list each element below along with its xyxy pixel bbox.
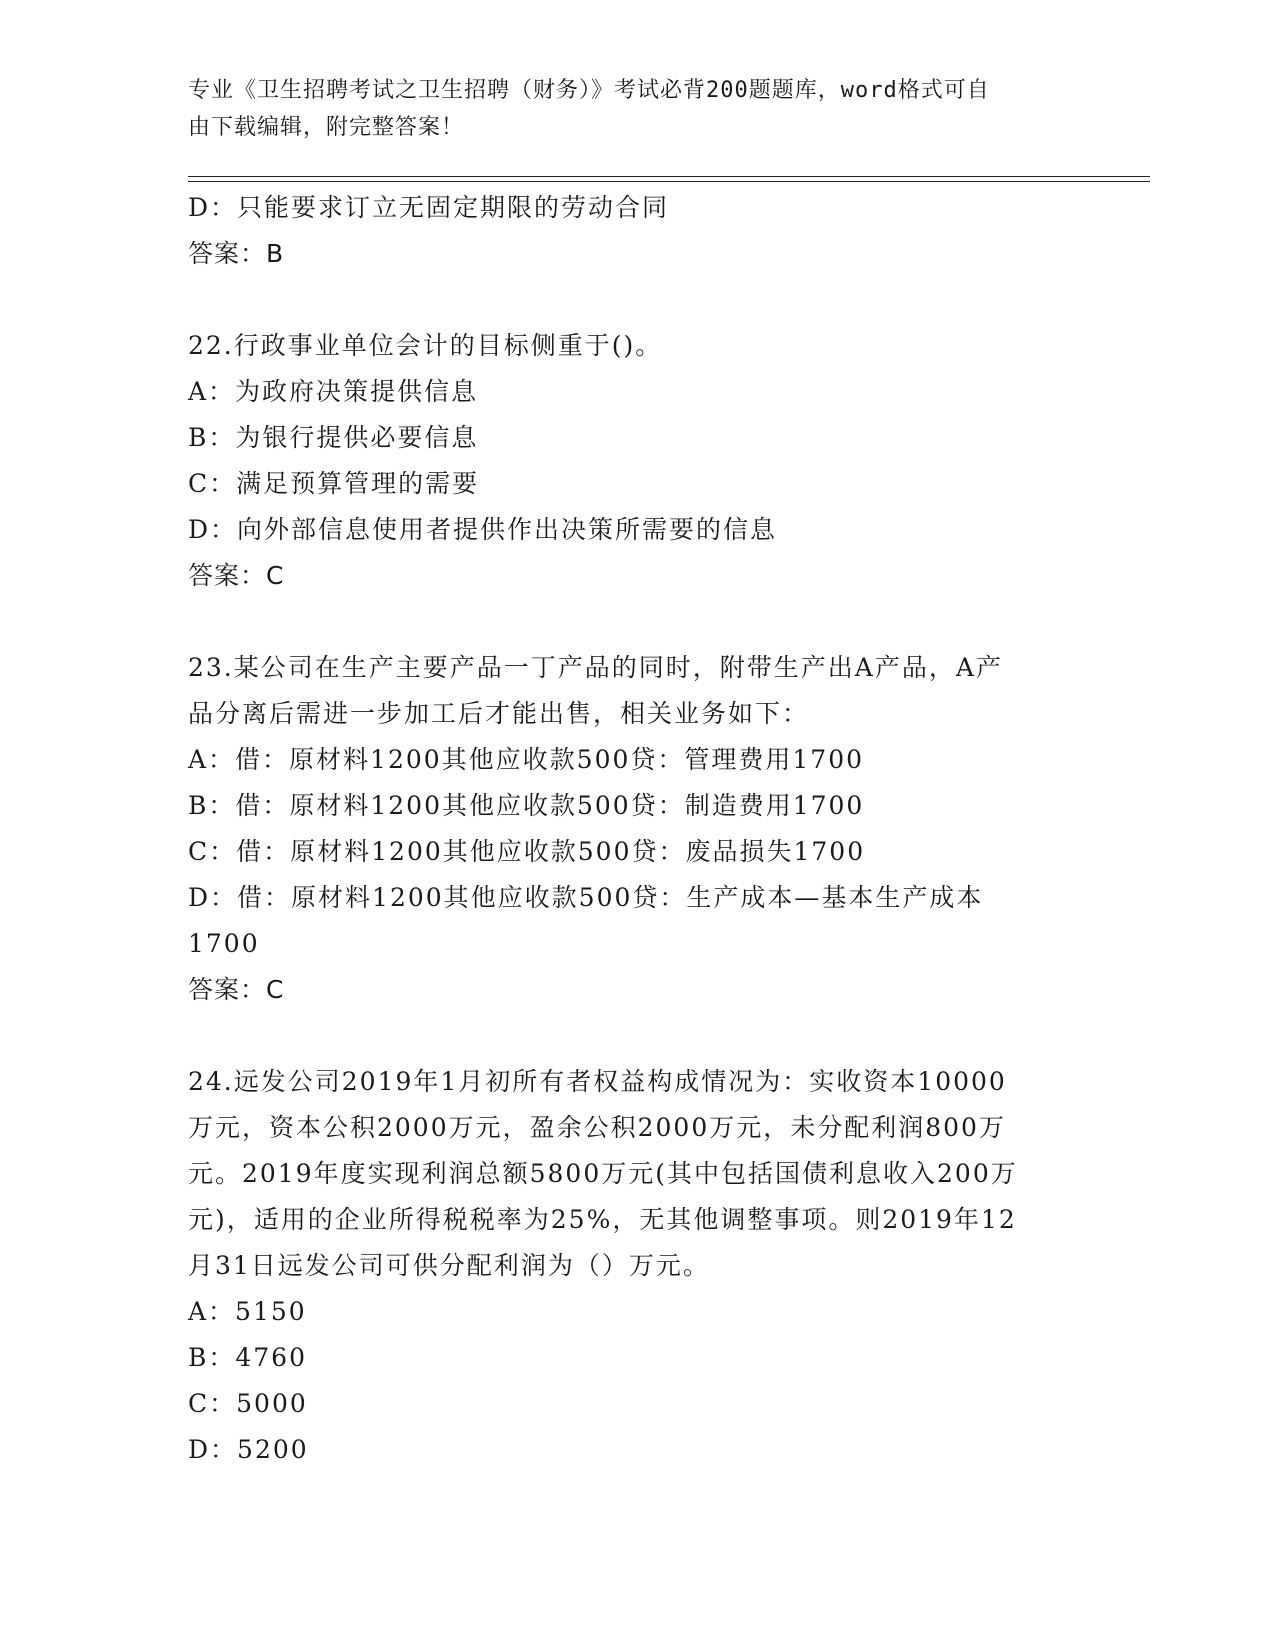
q23-answer: 答案：C [188, 975, 285, 1004]
spacer [188, 277, 1088, 323]
q22-option-d: D：向外部信息使用者提供作出决策所需要的信息 [188, 515, 778, 544]
q24-option-c: C：5000 [188, 1389, 308, 1418]
q23-option-d-line-2: 1700 [188, 929, 260, 958]
q22-option-a: A：为政府决策提供信息 [188, 377, 479, 406]
question-22 [188, 323, 1088, 599]
q21-option-d: D：只能要求订立无固定期限的劳动合同 [188, 193, 670, 222]
spacer [188, 1013, 1088, 1059]
q21-answer: 答案：B [188, 239, 285, 268]
spacer [188, 599, 1088, 645]
q23-option-d-line-1: D：借：原材料1200其他应收款500贷：生产成本—基本生产成本 [188, 883, 984, 912]
q23-option-a: A：借：原材料1200其他应收款500贷：管理费用1700 [188, 745, 865, 774]
q24-option-d: D：5200 [188, 1435, 309, 1464]
header-rule-bottom [188, 181, 1150, 182]
q23-option-b: B：借：原材料1200其他应收款500贷：制造费用1700 [188, 791, 865, 820]
document-body [188, 185, 1088, 1473]
q24-stem-line-3: 元。2019年度实现利润总额5800万元(其中包括国债利息收入200万 [188, 1159, 1018, 1188]
q24-stem-line-1: 24.远发公司2019年1月初所有者权益构成情况为：实收资本10000 [188, 1067, 1007, 1096]
q22-option-b: B：为银行提供必要信息 [188, 423, 479, 452]
q23-option-c: C：借：原材料1200其他应收款500贷：废品损失1700 [188, 837, 866, 866]
q22-stem: 22.行政事业单位会计的目标侧重于()。 [188, 331, 663, 360]
header-line-2: 由下载编辑，附完整答案！ [188, 115, 465, 140]
document-header [188, 72, 1068, 146]
q24-option-a: A：5150 [188, 1297, 307, 1326]
q22-answer: 答案：C [188, 561, 285, 590]
q24-stem-line-4: 元)，适用的企业所得税税率为25%，无其他调整事项。则2019年12 [188, 1205, 1017, 1234]
q23-stem-line-1: 23.某公司在生产主要产品一丁产品的同时，附带生产出A产品，A产 [188, 653, 1003, 682]
question-21 [188, 185, 1088, 277]
q24-option-b: B：4760 [188, 1343, 307, 1372]
question-24 [188, 1059, 1088, 1473]
q22-option-c: C：满足预算管理的需要 [188, 469, 480, 498]
q24-stem-line-5: 月31日远发公司可供分配利润为（）万元。 [188, 1251, 710, 1280]
question-23 [188, 645, 1088, 1013]
header-rule-top [188, 176, 1150, 177]
header-line-1: 专业《卫生招聘考试之卫生招聘（财务）》考试必背200题题库，word格式可自 [188, 78, 990, 103]
q23-stem-line-2: 品分离后需进一步加工后才能出售，相关业务如下： [188, 699, 810, 728]
q24-stem-line-2: 万元，资本公积2000万元，盈余公积2000万元，未分配利润800万 [188, 1113, 1006, 1142]
